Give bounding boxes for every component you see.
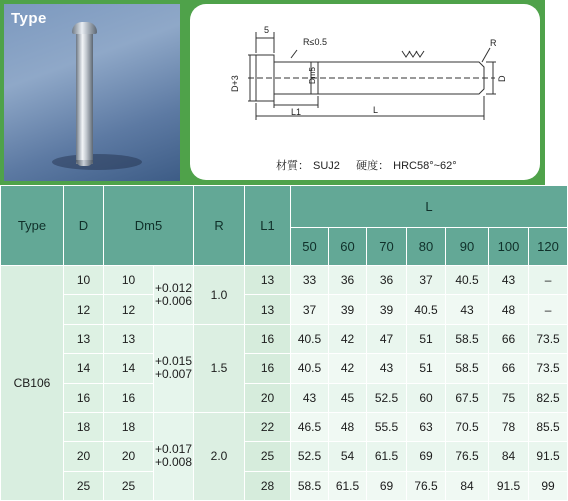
l-value-cell: 82.5 [529,383,568,412]
l1-cell: 16 [245,324,291,353]
l-value-cell: 43 [291,383,329,412]
surface-finish-symbol [402,51,424,57]
type-title: Type [11,10,47,27]
pin-shadow [52,154,142,170]
d-cell: 18 [64,412,104,441]
l-value-cell: 69 [407,442,446,471]
dm-cell: 10 [104,266,154,295]
dm-tolerance-cell [154,412,194,500]
dm-cell: 16 [104,383,154,412]
l-value-cell: 76.5 [407,471,446,500]
header-l-70: 70 [367,228,407,266]
d-cell: 20 [64,442,104,471]
r-cell: 1.5 [194,324,245,412]
l-value-cell: 54 [329,442,367,471]
l-value-cell: – [529,295,568,324]
table-row [1,383,568,412]
spec-table [0,185,568,501]
l1-cell: 28 [245,471,291,500]
l-value-cell: 52.5 [367,383,407,412]
header-dm: Dm5 [104,186,194,266]
dm-cell: 12 [104,295,154,324]
l-value-cell: 84 [446,471,489,500]
l-value-cell: 73.5 [529,324,568,353]
l-value-cell: 52.5 [291,442,329,471]
dm-tolerance-cell [154,324,194,412]
d-cell: 13 [64,324,104,353]
table-row [1,354,568,383]
l-value-cell: 73.5 [529,354,568,383]
header-l1: L1 [245,186,291,266]
header-l-50: 50 [291,228,329,266]
l-value-cell: 43 [367,354,407,383]
header-r: R [194,186,245,266]
header-l-100: 100 [489,228,529,266]
table-row [1,295,568,324]
l-value-cell: 70.5 [446,412,489,441]
l-value-cell: 61.5 [367,442,407,471]
l-value-cell: 40.5 [291,354,329,383]
header-type: Type [1,186,64,266]
material-spec [276,157,461,173]
tolerance-upper: +0.015 [154,354,193,369]
l-value-cell: 40.5 [291,324,329,353]
l-value-cell: 67.5 [446,383,489,412]
table-row [1,442,568,471]
r-top-label: R≤0.5 [303,37,327,47]
l-value-cell: 39 [367,295,407,324]
l-value-cell: 36 [329,266,367,295]
head-len-label: 5 [264,25,270,35]
l-value-cell: 51 [407,324,446,353]
header-l: L [291,186,568,228]
l-value-cell: 40.5 [446,266,489,295]
dm-cell: 18 [104,412,154,441]
l-value-cell: 78 [489,412,529,441]
l-value-cell: 75 [489,383,529,412]
l1-cell: 25 [245,442,291,471]
l-value-cell: 58.5 [446,354,489,383]
d-cell: 12 [64,295,104,324]
d-cell: 25 [64,471,104,500]
hardness-label: 硬度： [356,160,390,172]
material-value: SUJ2 [313,160,340,172]
l1-cell: 13 [245,266,291,295]
header-l-80: 80 [407,228,446,266]
tolerance-upper: +0.017 [154,442,193,457]
l-value-cell: 66 [489,324,529,353]
spec-table-body [1,266,568,501]
table-row [1,412,568,441]
l-value-cell: 91.5 [529,442,568,471]
l-value-cell: 42 [329,324,367,353]
l1-cell: 20 [245,383,291,412]
type-cell: CB106 [1,266,64,501]
l-value-cell: – [529,266,568,295]
l-value-cell: 36 [367,266,407,295]
r-cell: 1.0 [194,266,245,325]
l-value-cell: 47 [367,324,407,353]
l-value-cell: 63 [407,412,446,441]
l-value-cell: 66 [489,354,529,383]
d-cell: 10 [64,266,104,295]
dm-label: Dm5 [308,67,317,84]
l-value-cell: 58.5 [291,471,329,500]
pin-body [76,32,93,164]
technical-drawing-panel [190,4,540,180]
header-d: D [64,186,104,266]
header-band [0,0,545,185]
d-cell: 14 [64,354,104,383]
dm-cell: 14 [104,354,154,383]
l-value-cell: 91.5 [489,471,529,500]
pin-head [72,22,97,34]
l-label: L [373,105,379,115]
tolerance-upper: +0.012 [154,280,193,295]
l-value-cell: 60 [407,383,446,412]
l-value-cell: 61.5 [329,471,367,500]
table-row [1,324,568,353]
technical-drawing [190,4,540,180]
l-value-cell: 45 [329,383,367,412]
header-l-120: 120 [529,228,568,266]
l-value-cell: 76.5 [446,442,489,471]
dm-cell: 25 [104,471,154,500]
table-row [1,471,568,500]
l1-cell: 16 [245,354,291,383]
l-value-cell: 37 [291,295,329,324]
dm-tolerance-cell [154,266,194,325]
l-value-cell: 46.5 [291,412,329,441]
l-value-cell: 42 [329,354,367,383]
material-label: 材質： [276,160,309,172]
header-l-60: 60 [329,228,367,266]
l-value-cell: 48 [489,295,529,324]
l-value-cell: 99 [529,471,568,500]
l-value-cell: 55.5 [367,412,407,441]
l-value-cell: 48 [329,412,367,441]
l-value-cell: 51 [407,354,446,383]
l-value-cell: 43 [446,295,489,324]
dm-cell: 20 [104,442,154,471]
dm-cell: 13 [104,324,154,353]
l-value-cell: 58.5 [446,324,489,353]
r-top-leader [291,50,297,58]
l-value-cell: 39 [329,295,367,324]
l-value-cell: 69 [367,471,407,500]
l-value-cell: 84 [489,442,529,471]
tolerance-lower: +0.006 [154,293,193,308]
l1-label: L1 [291,107,302,117]
tolerance-lower: +0.007 [154,367,193,382]
r-cell: 2.0 [194,412,245,500]
header-l-90: 90 [446,228,489,266]
l-value-cell: 33 [291,266,329,295]
d-end-label: D [497,75,507,82]
product-photo [4,4,180,181]
r-end-label: R [490,38,497,48]
d-cell: 16 [64,383,104,412]
l1-cell: 13 [245,295,291,324]
tolerance-lower: +0.008 [154,455,193,470]
hardness-value: HRC58°~62° [393,160,457,172]
l-value-cell: 43 [489,266,529,295]
l-value-cell: 40.5 [407,295,446,324]
l1-cell: 22 [245,412,291,441]
r-end-leader [482,48,490,62]
d-plus-label: D+3 [230,75,240,92]
l-value-cell: 85.5 [529,412,568,441]
table-row [1,266,568,295]
l-value-cell: 37 [407,266,446,295]
spec-table-wrapper [0,185,560,501]
